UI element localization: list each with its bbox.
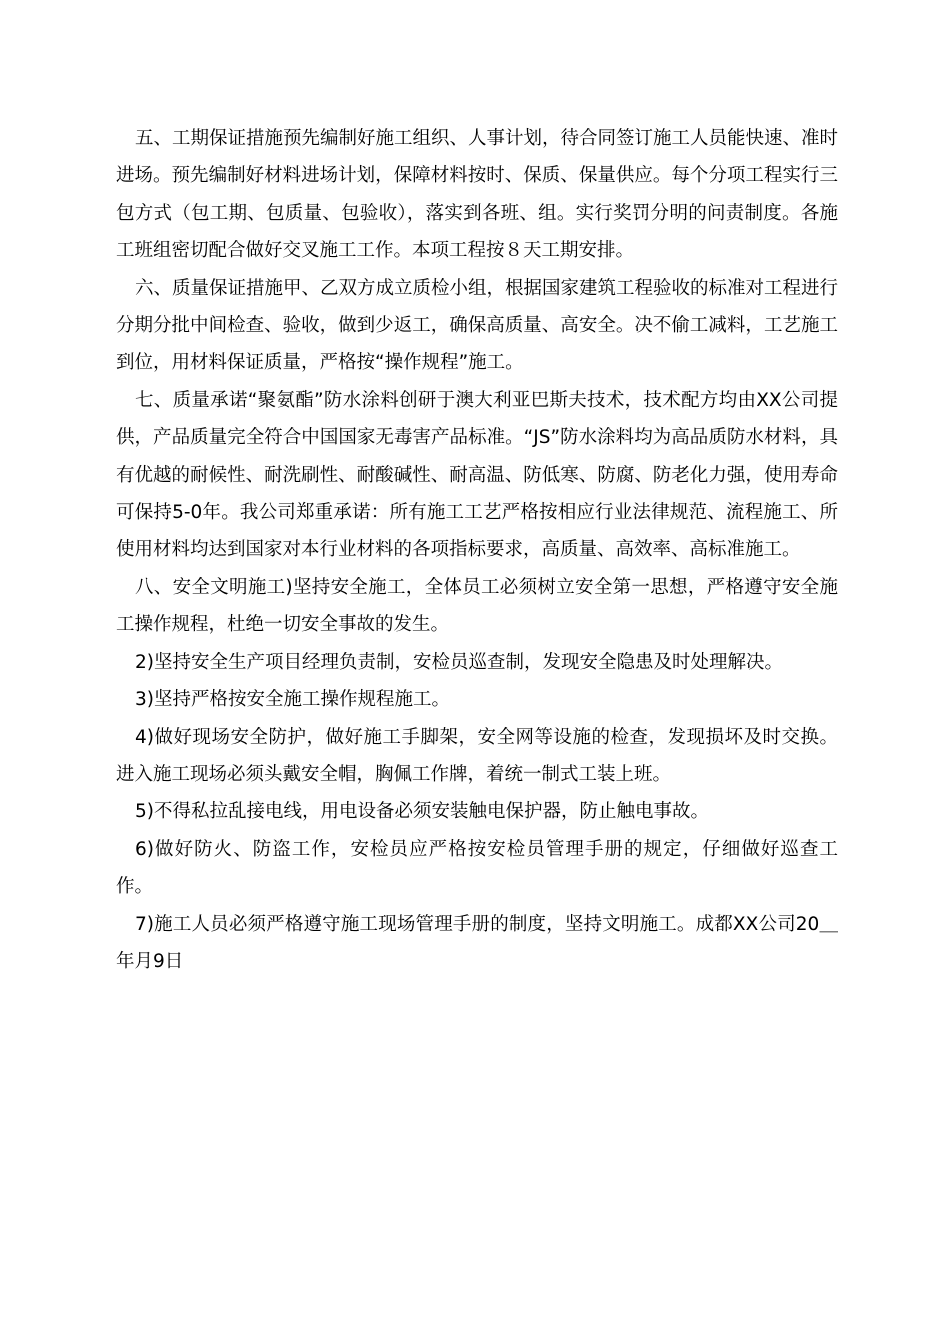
document-body <box>116 120 838 980</box>
paragraph-quality-commitment: 七、质量承诺“聚氨酯”防水涂料创研于澳大利亚巴斯夫技术，技术配方均由XX公司提供，产品质量完全符合中国国家无毒害产品标准。“JS”防水涂料均为高品质防水材料，具有优越的耐候性、耐洗刷性、耐酸碱性、耐高温、防低寒、防腐、防老化力强，使用寿命可保持5-0年。我公司郑重承诺：所有施工工艺严格按相应行业法律规范、流程施工、所使用材料均达到国家对本行业材料的各项指标要求，高质量、高效率、高标准施工。 <box>116 389 838 561</box>
paragraph-safety-item-7-signature: 7)施工人员必须严格遵守施工现场管理手册的制度，坚持文明施工。成都XX公司20＿年月9日 <box>116 913 838 972</box>
paragraph-safety-item-3: 3)坚持严格按安全施工操作规程施工。 <box>135 689 450 711</box>
paragraph-quality-guarantee: 六、质量保证措施甲、乙双方成立质检小组，根据国家建筑工程验收的标准对工程进行分期分批中间检查、验收，做到少返工，确保高质量、高安全。决不偷工减料，工艺施工到位，用材料保证质量，严格按“操作规程”施工。 <box>116 277 839 374</box>
paragraph-safety-item-2: 2)坚持安全生产项目经理负责制，安检员巡查制，发现安全隐患及时处理解决。 <box>135 651 783 673</box>
paragraph-safety-item-4: 4)做好现场安全防护，做好施工手脚架，安全网等设施的检查，发现损坏及时交换。进入施工现场必须头戴安全帽，胸佩工作牌，着统一制式工装上班。 <box>116 726 838 785</box>
paragraph-safety-construction: 八、安全文明施工)坚持安全施工，全体员工必须树立安全第一思想，严格遵守安全施工操作规程，杜绝一切安全事故的发生。 <box>116 576 838 636</box>
paragraph-schedule-guarantee: 五、工期保证措施预先编制好施工组织、人事计划，待合同签订施工人员能快速、准时进场。预先编制好材料进场计划，保障材料按时、保质、保量供应。每个分项工程实行三包方式（包工期、包质量、包验收），落实到各班、组。实行奖罚分明的问责制度。各施工班组密切配合做好交叉施工工作。本项工程按８天工期安排。 <box>116 128 839 262</box>
paragraph-safety-item-5: 5)不得私拉乱接电线，用电设备必须安装触电保护器，防止触电事故。 <box>135 801 709 823</box>
paragraph-safety-item-6: 6)做好防火、防盗工作，安检员应严格按安检员管理手册的规定，仔细做好巡查工作。 <box>116 838 838 898</box>
